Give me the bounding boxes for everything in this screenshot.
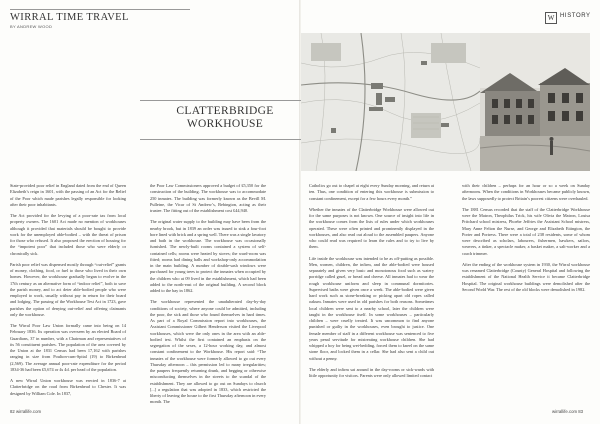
folio-left: 82 wirrallife.com [10,409,42,414]
map-illustration [301,33,480,171]
paragraph: the Poor Law Commissioners approved a budget of £5,350 for the construction of the building. The workhouse was to accommodate 250 inmates. The building was formerly known as the Bevill M. Pulleine, the Vicar of St Andrew’s, Bebington, acting as their trustee. The fitting out of the establishment cost £44,940. [150,183,266,213]
paragraph: Parish poor relief was dispensed mostly through “out-relief” grants of money, clothing, food, or fuel to those who lived in their own homes. However, the workhouse gradually began to evolve in the 17th century as an alternative form of “indoor relief”, both to save the parish money, and to act deter able-bodied people who were employed to work, usually without pay in return for their board and lodging. The passing of the Workhouse Test Act in 1723, gave parishes the option of denying out-relief and offering claimants only the workhouse. [10,261,126,317]
article-title-line-1: CLATTERBRIDGE [176,105,274,117]
body-column-4 [462,183,590,293]
paragraph: After the ending of the workhouse system in 1930, the Wirral workhouse was renamed Clatterbridge (County) General Hospital and following the establishment of the National Health Service it became Clatterbridge Hospital. The original workhouse buildings were demolished after the Second World War. The rest of the old blocks were demolished in 1982. [462,261,590,292]
paragraph: Catholics go out to chapel at eight every Sunday morning, and return at ten. Thus, one condition of entering this workhouse is submission to constant confinement, except for a few hours every month.” [309,183,434,201]
title-rule-bottom [140,139,310,140]
title-rule-top [140,100,310,101]
building-photo [480,33,590,171]
body-column-3 [309,183,434,379]
section-label: HISTORY [560,13,591,19]
paragraph: The elderly and infirm sat around in the day-rooms or sick-wards with little opportunity for visitors. Parents were only allowed limited contact [309,366,434,378]
folio-right: wirrallife.com 83 [552,409,584,414]
paragraph: The workhouse represented the unadulterated day-by-day conditions of society, where anyone could be admitted, including the poor, the sick and those who found themselves in hard times. As part of a Royal Commission report into workhouses, the Assistant Commissioner Gilbert Henderson visited the Liverpool workhouses, which were the only ones in the area with an able-bodied test. Whilst the first contained an emphasis on the segregation of the sexes, a 12-hour working day, and almost constant confinement to the Workhouse. His report said: “The inmates of the workhouse were formerly allowed to go out every Thursday afternoon – this permission led to many irregularities; the paupers frequently returning drunk, and begging or otherwise misconducting themselves in the streets to the scandal of the establishment. They are allowed to go out on Sundays to church [...] a regulation that was adopted in 1833, which restricted the liberty of leaving the house to the first Thursday afternoon in every month. The [150,299,266,405]
paragraph: Life inside the workhouse was intended to be as off-putting as possible. Men, women, children, the infirm, and the able-bodied were housed separately and given very basic and monotonous food such as watery porridge called gruel, or bread and cheese. All inmates had to wear the rough workhouse uniform and sleep in communal dormitories. Supervised baths were given once a week. The able-bodied were given hard work such as stone-breaking or picking apart old ropes called oakum. Inmates were used in old parishes for both reasons. Sometimes local children were sent to a nearby school, later the children were taught in the workhouse itself. In some workhouses – particularly children – were cruelly treated. It was uncommon to find anyone punished or guilty in the workhouses, even brought to justice. One female member of staff in a different workhouse was sentenced to five years penal servitude for mistreating workhouse children. She had whipped a boy for being wet-bedding, forced them to kneel on the same stone floor, and locked them in a cellar. She had also sent a child out without a penny. [309,255,434,361]
column-header [10,9,190,29]
paragraph: A new Wirral Union workhouse was erected in 1836-7 at Clatterbridge on the road from Birkenhead to Chester. It was designed by William Cole. In 1837, [10,378,126,396]
paragraph: The Act provided for the levying of a poor-rate tax from local property owners. The 1601 Act made no mention of workhouses although it provided that materials should be bought to provide work for the unemployed able-bodied – with the threat of prison for those who refused. It also proposed the erection of housing for the “impotent poor” that included those who were elderly or chronically sick. [10,213,126,256]
paragraph: with their children – perhaps for an hour or so a week on Sunday afternoons. When the conditions in Workhouses became publicly known, the laws supposedly to protect Britain’s poorest citizens were overhauled. [462,183,590,201]
paragraph: State-provided poor relief in England dated from the end of Queen Elizabeth’s reign in 1601, with the passing of an Act for the Relief of the Poor which made parishes legally responsible for looking after their poor inhabitants. [10,183,126,207]
photo-illustration [480,33,590,171]
article-title-line-2: WORKHOUSE [186,118,264,130]
body-column-2 [150,183,266,406]
column-title: WIRRAL TIME TRAVEL [10,9,190,23]
paragraph: Whether the inmates of the Clatterbridge Workhouse were allowed out for the same purposes is not known. One source of insight into life in the workhouse comes from the lists of rules under which workhouses operated. These were often printed and prominently displayed in the workhouses, and also read out aloud to the assembled paupers. Anyone who could read was required to learn the rules and to try to live by them. [309,206,434,250]
author-byline: BY ANDREW WOOD [10,24,53,29]
paragraph: The 1881 Census recorded that the staff of the Clatterbridge Workhouse were the Matron, Theophilus Trick, his wife Olivia the Matron, Louisa Pritchard school mistress, Phoebe Jeffries the Assistant School mistress, Mary Anne Felton the Nurse, and George and Elizabeth Ettington, the Porter and Portress. There were a total of 238 residents, some of whom were described as scholars, labourers, fishermen, hawkers, sailors, weavers, a tinker, a spectacle maker, a basket maker, a salt-worker and a coach trimmer. [462,206,590,256]
magazine-logo-icon: W [545,12,557,24]
body-column-1 [10,183,126,397]
historic-map-image [301,33,480,171]
paragraph: The Wirral Poor Law Union formally came into being on 14 February 1836. Its operation was overseen by an elected Board of Guardians, 37 in number, with a Chairman and representatives of its 56 constituent parishes. The population of the area covered by the Union at the 1831 Census had been 17,162 with parishes ranging in size from Poulton-cum-Spital (19) to Birkenhead (2,569). The average annual poor-rate expenditure for the period 1834-36 had been £5,674 or 4s 4d. per head of the population. [10,323,126,372]
article-title [150,105,300,131]
paragraph: The original water supply to the building may have been from the nearby brook, but in 1839 an order was issued to sink a four-foot bore lined with brick and a spring well. There was a single lavatory and bath in the workhouse. The workhouse was occasionally furnished. The newly-built rooms contained a system of self-contained cells; rooms were heated by stoves; the ward-room was fitted; rooms had dining halls and workshop-only accommodation in the main building. A number of double-sash windows were purchased for young trees to protect the inmates when occupied by the children who at 09 lived in the establishment, which had been added to the north-east of the original building. A second block added to the bay in 1862. [150,219,266,293]
